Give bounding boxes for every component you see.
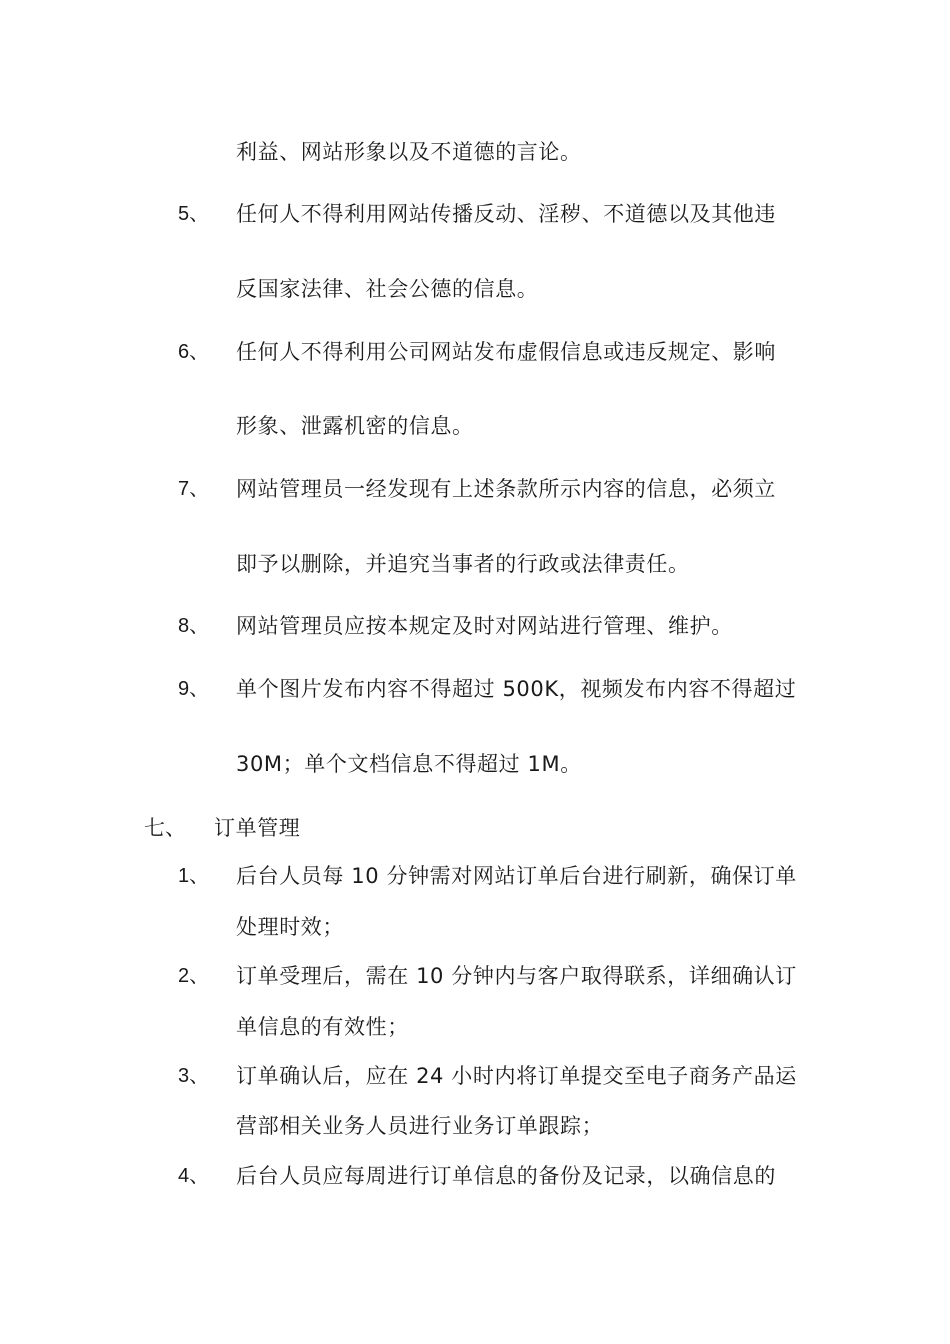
list-item-text: 任何人不得利用网站传播反动、淫秽、不道德以及其他违 xyxy=(236,202,776,226)
list-item-text: 形象、泄露机密的信息。 xyxy=(236,414,474,438)
list-item-number: 4、 xyxy=(178,1165,210,1187)
list-item-text: 网站管理员一经发现有上述条款所示内容的信息，必须立 xyxy=(236,477,776,501)
continuation-line: 利益、网站形象以及不道德的言论。 xyxy=(236,140,582,164)
list-item-number: 5、 xyxy=(178,203,210,225)
list-item-text: 反国家法律、社会公德的信息。 xyxy=(236,277,539,301)
list-item-number: 6、 xyxy=(178,341,210,363)
section-title: 订单管理 xyxy=(214,816,301,840)
list-item-number: 1、 xyxy=(178,865,210,887)
list-item-text: 订单确认后，应在 24 小时内将订单提交至电子商务产品运 xyxy=(236,1064,797,1088)
list-item-text: 即予以删除，并追究当事者的行政或法律责任。 xyxy=(236,552,690,576)
list-item-number: 3、 xyxy=(178,1065,210,1087)
section-number: 七、 xyxy=(144,816,186,840)
list-item-text: 处理时效； xyxy=(236,915,344,939)
list-item-text: 营部相关业务人员进行业务订单跟踪； xyxy=(236,1114,604,1138)
list-item-text: 单个图片发布内容不得超过 500K，视频发布内容不得超过 xyxy=(236,677,797,701)
list-item-text: 30M；单个文档信息不得超过 1M。 xyxy=(236,752,582,776)
list-item-number: 8、 xyxy=(178,615,210,637)
list-item-text: 网站管理员应按本规定及时对网站进行管理、维护。 xyxy=(236,614,733,638)
list-item-number: 9、 xyxy=(178,678,210,700)
list-item-text: 后台人员每 10 分钟需对网站订单后台进行刷新，确保订单 xyxy=(236,864,797,888)
list-item-text: 订单受理后，需在 10 分钟内与客户取得联系，详细确认订 xyxy=(236,964,797,988)
list-item-number: 2、 xyxy=(178,965,210,987)
list-item-text: 单信息的有效性； xyxy=(236,1015,409,1039)
list-item-text: 后台人员应每周进行订单信息的备份及记录，以确信息的 xyxy=(236,1164,776,1188)
list-item-number: 7、 xyxy=(178,478,210,500)
list-item-text: 任何人不得利用公司网站发布虚假信息或违反规定、影响 xyxy=(236,340,776,364)
